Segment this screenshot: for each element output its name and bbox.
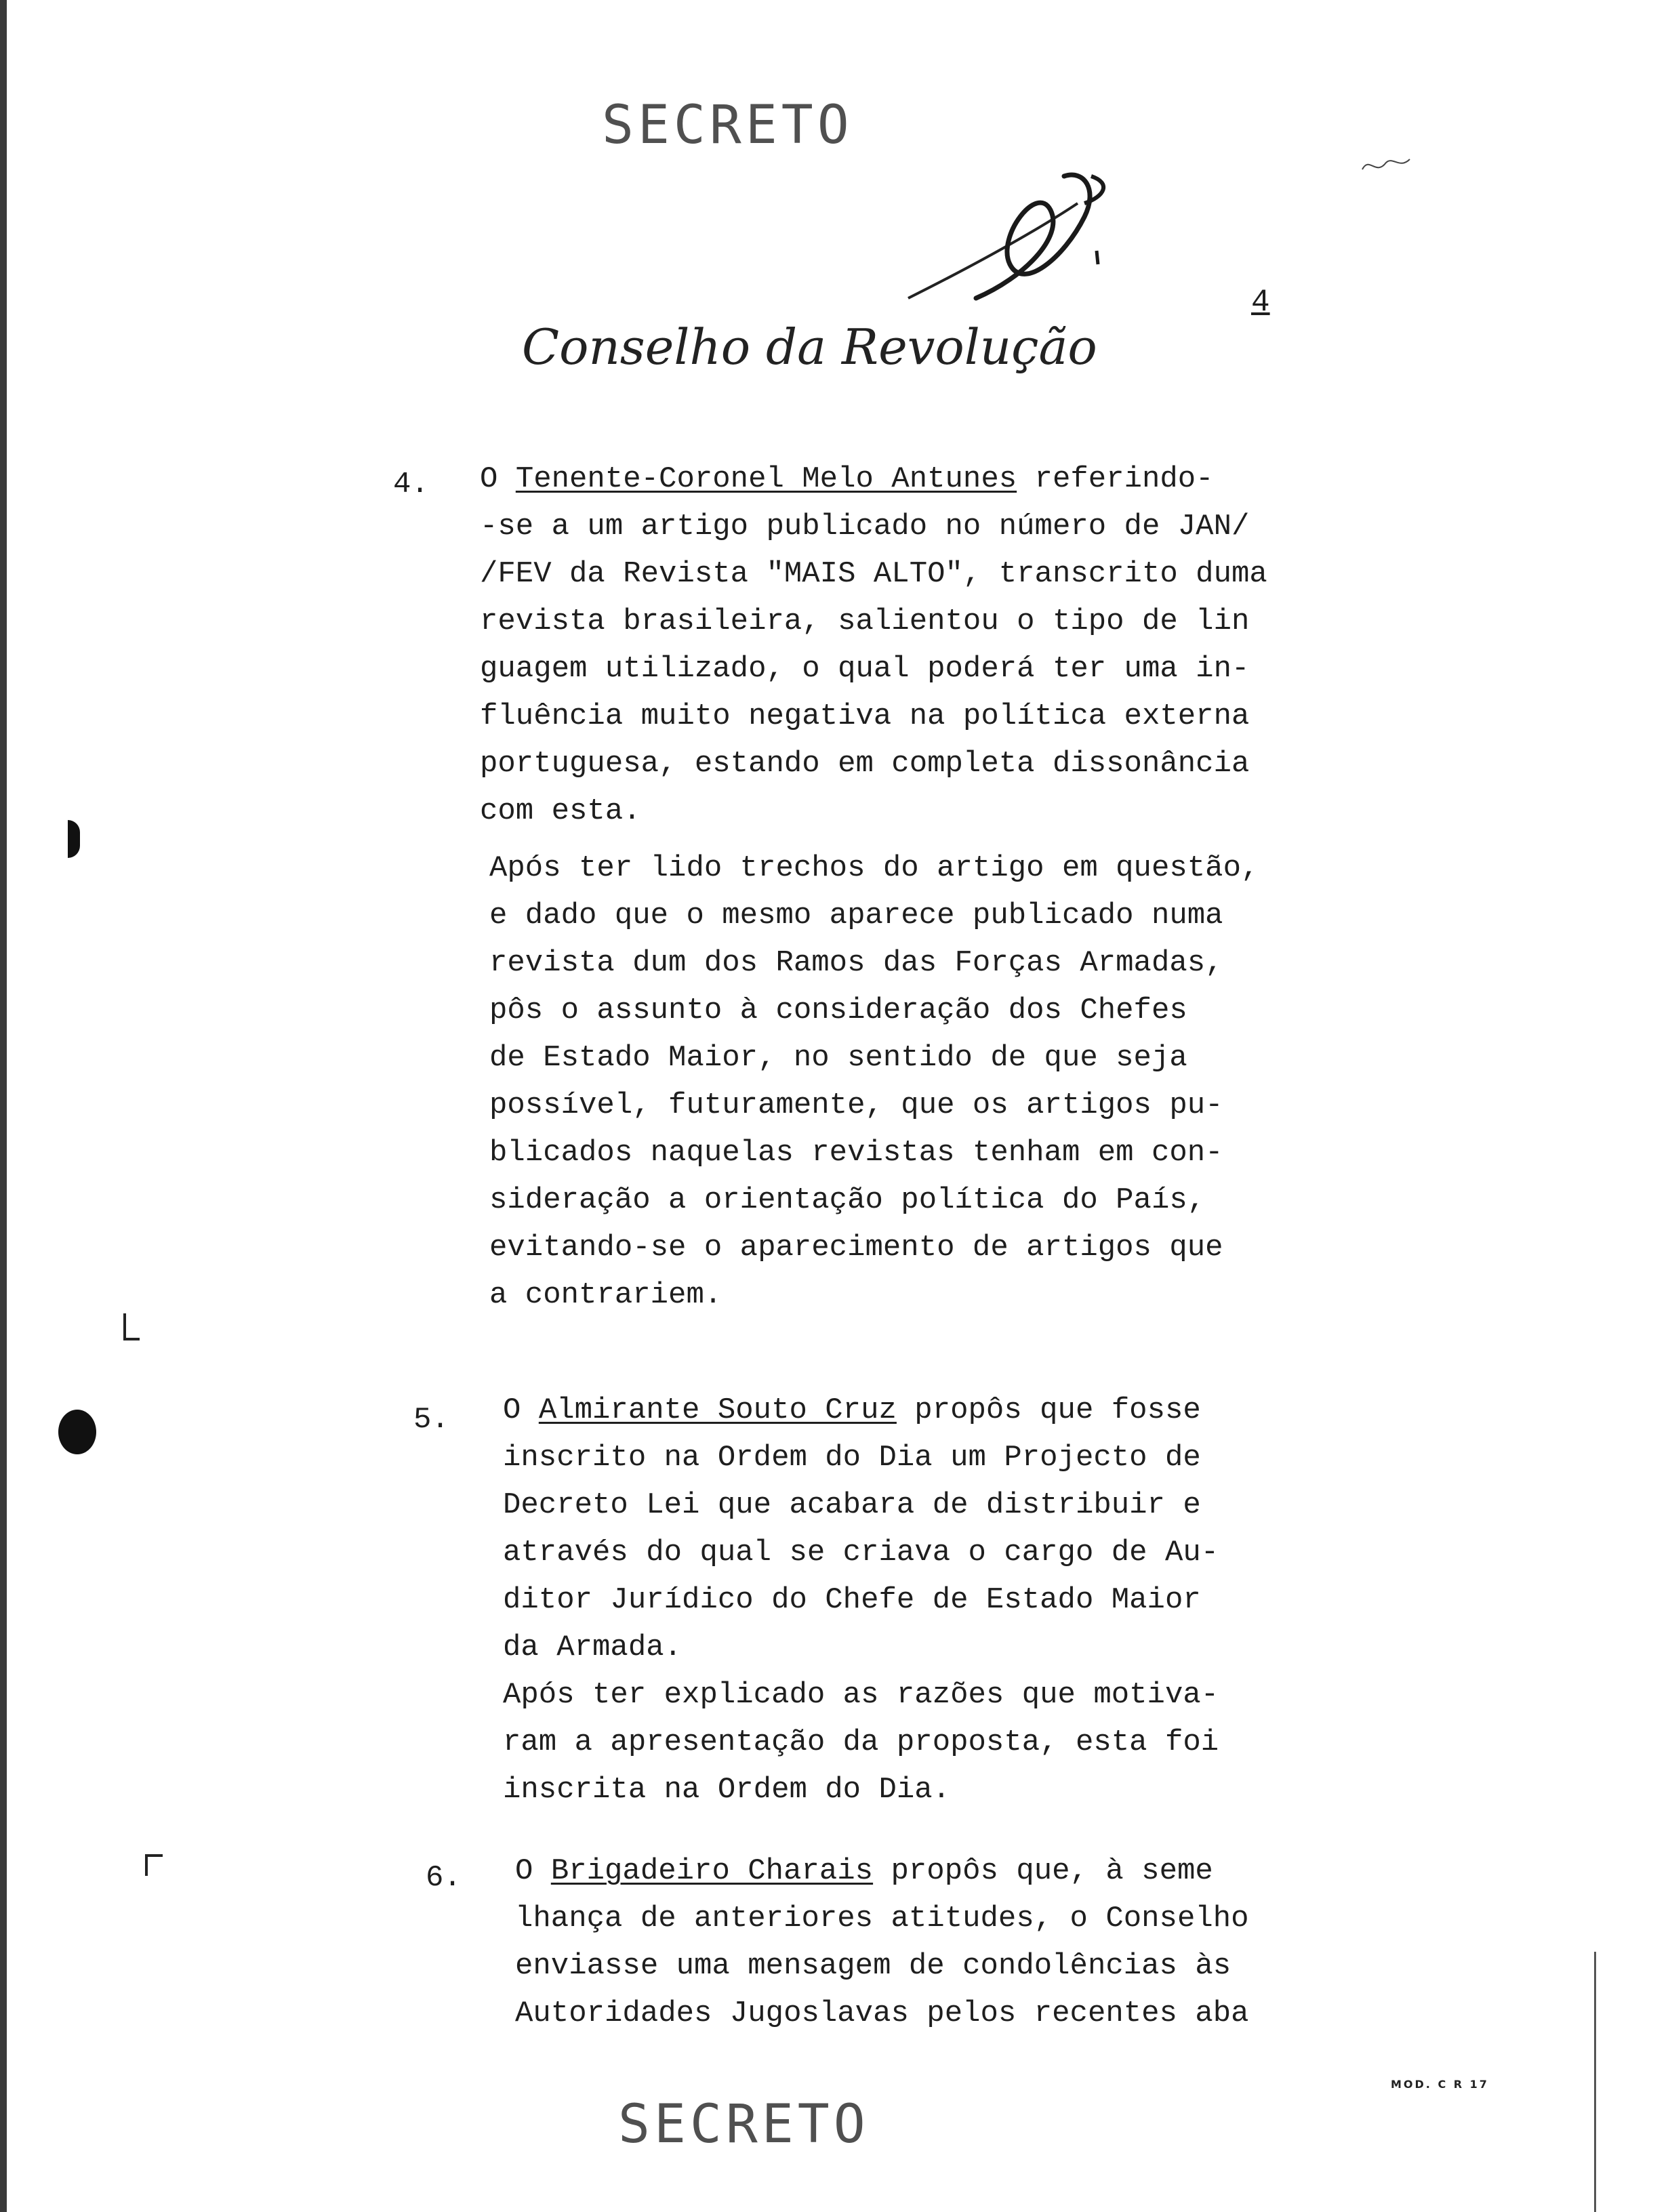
text-segment: de Estado Maior, no sentido de que seja	[489, 1041, 1187, 1075]
text-line	[480, 787, 1267, 835]
text-line	[503, 1719, 1219, 1766]
text-segment: possível, futuramente, que os artigos pu-	[489, 1088, 1223, 1122]
page-number: 4	[1251, 285, 1270, 320]
text-line	[489, 892, 1259, 939]
text-line	[480, 503, 1267, 550]
text-line	[489, 987, 1259, 1034]
text-segment: guagem utilizado, o qual poderá ter uma in-	[480, 652, 1250, 686]
text-segment: blicados naquelas revistas tenham em con-	[489, 1136, 1223, 1170]
punch-hole-mark	[58, 1410, 96, 1454]
item-paragraph	[503, 1387, 1219, 1814]
text-line	[480, 645, 1267, 693]
text-segment: -se a um artigo publicado no número de JAN/	[480, 510, 1250, 544]
item-number: 4.	[393, 468, 429, 501]
text-line	[489, 1224, 1259, 1271]
crop-mark-corner	[145, 1854, 163, 1876]
text-line	[489, 939, 1259, 987]
text-segment: evitando-se o aparecimento de artigos que	[489, 1231, 1223, 1265]
text-segment: O	[515, 1854, 551, 1888]
text-line	[480, 455, 1267, 503]
text-line	[489, 1129, 1259, 1176]
text-line	[480, 693, 1267, 740]
secret-stamp-top: SECRETO	[602, 95, 853, 156]
text-segment: revista brasileira, salientou o tipo de lin	[480, 605, 1250, 638]
text-line	[489, 1176, 1259, 1224]
text-line	[489, 844, 1259, 892]
item-number: 5.	[413, 1403, 449, 1437]
text-line	[503, 1387, 1219, 1434]
person-name: Almirante Souto Cruz	[538, 1393, 897, 1427]
text-segment: /FEV da Revista "MAIS ALTO", transcrito duma	[480, 557, 1267, 591]
text-line	[489, 1034, 1259, 1082]
small-scribble-icon	[1356, 142, 1423, 183]
text-line	[503, 1766, 1219, 1814]
text-line	[503, 1434, 1219, 1481]
person-name: Brigadeiro Charais	[550, 1854, 874, 1888]
text-segment: a contrariem.	[489, 1278, 722, 1312]
text-segment: ram a apresentação da proposta, esta foi	[503, 1725, 1219, 1759]
text-line	[503, 1624, 1219, 1671]
form-code: MOD. C R 17	[1391, 2078, 1489, 2091]
binder-edge	[0, 0, 7, 2212]
text-segment: ditor Jurídico do Chefe de Estado Maior	[503, 1583, 1201, 1617]
text-segment: enviasse uma mensagem de condolências às	[515, 1949, 1231, 1983]
item-paragraph	[489, 844, 1259, 1319]
text-line	[489, 1082, 1259, 1129]
letterhead-title: Conselho da Revolução	[522, 319, 1097, 375]
text-line	[480, 550, 1267, 598]
edge-mark	[68, 820, 80, 858]
signature-icon	[881, 163, 1139, 319]
text-line	[480, 740, 1267, 787]
right-edge-line	[1594, 1952, 1596, 2212]
text-segment: O	[503, 1393, 539, 1427]
text-segment: lhança de anteriores atitudes, o Conselho	[515, 1902, 1249, 1936]
text-segment: propôs que fosse	[896, 1393, 1201, 1427]
secret-stamp-bottom: SECRETO	[618, 2094, 870, 2155]
text-segment: Após ter explicado as razões que motiva-	[503, 1678, 1219, 1712]
text-line	[503, 1576, 1219, 1624]
text-segment: inscrito na Ordem do Dia um Projecto de	[503, 1441, 1201, 1475]
text-segment: da Armada.	[503, 1631, 683, 1664]
text-segment: Após ter lido trechos do artigo em questão,	[489, 851, 1259, 885]
item-paragraph	[515, 1847, 1249, 2037]
text-segment: pôs o assunto à consideração dos Chefes	[489, 994, 1187, 1027]
text-line	[480, 598, 1267, 645]
text-segment: inscrita na Ordem do Dia.	[503, 1773, 951, 1807]
text-line	[515, 1847, 1249, 1895]
text-segment: propôs que, à seme	[873, 1854, 1213, 1888]
item-number: 6.	[426, 1861, 462, 1895]
text-line	[503, 1671, 1219, 1719]
text-line	[515, 1942, 1249, 1990]
crop-mark-l	[123, 1313, 140, 1340]
text-segment: portuguesa, estando em completa dissonância	[480, 747, 1250, 781]
text-segment: e dado que o mesmo aparece publicado numa	[489, 899, 1223, 933]
text-line	[503, 1529, 1219, 1576]
text-segment: com esta.	[480, 794, 641, 828]
text-line	[503, 1481, 1219, 1529]
text-line	[489, 1271, 1259, 1319]
text-segment: revista dum dos Ramos das Forças Armadas,	[489, 946, 1223, 980]
text-segment: através do qual se criava o cargo de Au-	[503, 1536, 1219, 1570]
item-paragraph	[480, 455, 1267, 835]
text-segment: referindo-	[1017, 462, 1214, 496]
text-segment: O	[480, 462, 516, 496]
person-name: Tenente-Coronel Melo Antunes	[515, 462, 1017, 496]
text-line	[515, 1895, 1249, 1942]
text-segment: fluência muito negativa na política externa	[480, 699, 1250, 733]
text-segment: sideração a orientação política do País,	[489, 1183, 1206, 1217]
text-segment: Autoridades Jugoslavas pelos recentes aba	[515, 1996, 1249, 2030]
text-line	[515, 1990, 1249, 2037]
text-segment: Decreto Lei que acabara de distribuir e	[503, 1488, 1201, 1522]
